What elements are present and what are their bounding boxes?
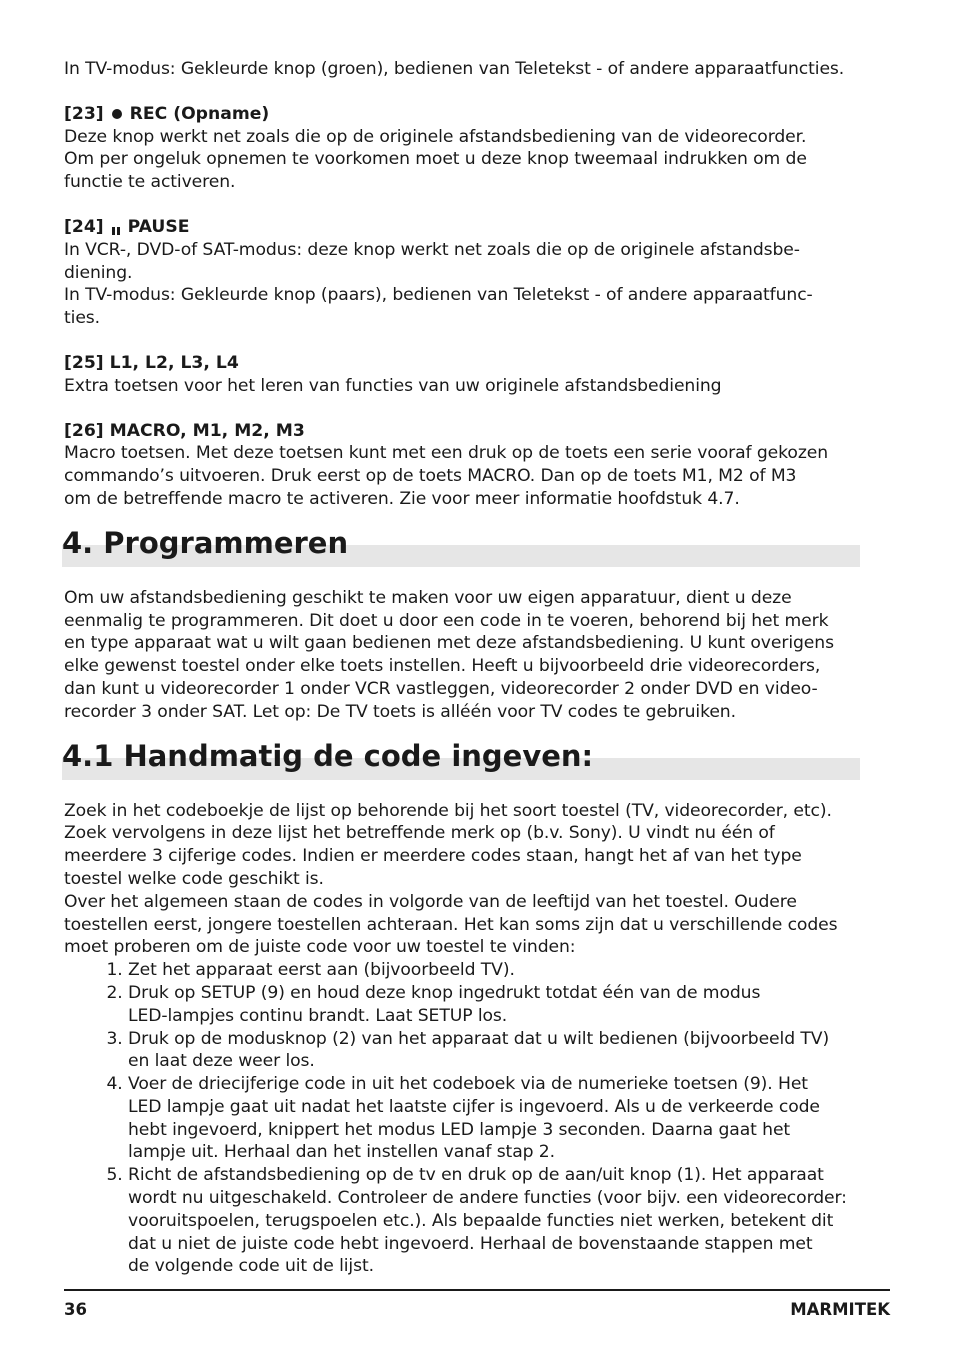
section-number: [24]	[64, 216, 104, 237]
paragraph-line: Om uw afstandsbediening geschikt te maken voor uw eigen apparatuur, dient u deze	[64, 587, 792, 608]
page-content	[64, 58, 864, 1278]
section-heading	[64, 103, 864, 126]
paragraph-line: moet proberen om de juiste code voor uw toestel te vinden:	[64, 937, 576, 958]
paragraph-line: en type apparaat wat u wilt gaan bedienen met deze afstandsbediening. U kunt overigens	[64, 633, 834, 654]
step-line: hebt ingevoerd, knippert het modus LED lampje 3 seconden. Daarna gaat het	[128, 1119, 791, 1140]
step-item	[128, 1028, 864, 1074]
paragraph-line: commando’s uitvoeren. Druk eerst op de toets MACRO. Dan op de toets M1, M2 of M3	[64, 466, 797, 487]
paragraph-line: Zoek vervolgens in deze lijst het betreffende merk op (b.v. Sony). U vindt nu één of	[64, 823, 775, 844]
section-heading: [26] MACRO, M1, M2, M3	[64, 420, 305, 441]
section-learn-keys	[64, 352, 864, 398]
paragraph-line: elke gewenst toestel onder elke toets instellen. Heeft u bijvoorbeeld drie videorecorders,	[64, 656, 821, 677]
paragraph-line: In TV-modus: Gekleurde knop (paars), bedienen van Teletekst - of andere apparaatfunc-	[64, 285, 813, 306]
page-number: 36	[64, 1300, 87, 1319]
footer-rule	[64, 1289, 890, 1291]
chapter-heading	[62, 736, 860, 786]
step-line: Zet het apparaat eerst aan (bijvoorbeeld TV).	[128, 960, 515, 981]
step-item	[128, 982, 864, 1028]
paragraph-line: meerdere 3 cijferige codes. Indien er meerdere codes staan, hangt het af van het type	[64, 846, 802, 867]
step-line: dat u niet de juiste code hebt ingevoerd. Herhaal de bovenstaande stappen met	[128, 1233, 813, 1254]
section-macro	[64, 420, 864, 511]
paragraph-line: dan kunt u videorecorder 1 onder VCR vastleggen, videorecorder 2 onder DVD en video-	[64, 678, 818, 699]
section-rec	[64, 103, 864, 194]
section-pause	[64, 216, 864, 330]
step-line: vooruitspoelen, terugspoelen etc.). Als bepaalde functies niet werken, betekent dit	[128, 1210, 834, 1231]
section-title: PAUSE	[127, 216, 190, 237]
paragraph-line: diening.	[64, 262, 133, 283]
step-line: LED lampje gaat uit nadat het laatste cijfer is ingevoerd. Als u de verkeerde code	[128, 1096, 820, 1117]
step-line: wordt nu uitgeschakeld. Controleer de andere functies (voor bijv. een videorecorder:	[128, 1188, 847, 1209]
step-item	[128, 959, 864, 982]
paragraph-line: Om per ongeluk opnemen te voorkomen moet u deze knop tweemaal indrukken om de	[64, 149, 807, 170]
chapter-4-1-body	[64, 800, 864, 1279]
paragraph-line: Extra toetsen voor het leren van functies van uw originele afstandsbediening	[64, 375, 722, 396]
step-item	[128, 1164, 864, 1278]
paragraph-line: eenmalig te programmeren. Dit doet u door een code in te voeren, behorend bij het merk	[64, 610, 829, 631]
step-line: Richt de afstandsbediening op de tv en druk op de aan/uit knop (1). Het apparaat	[128, 1165, 824, 1186]
step-line: en laat deze weer los.	[128, 1051, 315, 1072]
pause-icon	[112, 219, 120, 235]
step-line: Voer de driecijferige code in uit het codeboek via de numerieke toetsen (9). Het	[128, 1074, 808, 1095]
record-dot-icon	[112, 109, 122, 119]
step-line: LED-lampjes continu brandt. Laat SETUP los.	[128, 1005, 508, 1026]
paragraph-line: Macro toetsen. Met deze toetsen kunt met een druk op de toets een serie vooraf gekozen	[64, 443, 829, 464]
section-number: [23]	[64, 103, 104, 124]
paragraph-line: toestel welke code geschikt is.	[64, 868, 324, 889]
chapter-title: 4.1 Handmatig de code ingeven:	[62, 738, 594, 773]
section-title: REC (Opname)	[129, 103, 270, 124]
chapter-4-body	[64, 587, 864, 724]
section-heading	[64, 216, 864, 239]
chapter-title: 4. Programmeren	[62, 525, 349, 560]
paragraph-line: om de betreffende macro te activeren. Zie voor meer informatie hoofdstuk 4.7.	[64, 488, 740, 509]
paragraph-line: functie te activeren.	[64, 172, 236, 193]
paragraph-line: Zoek in het codeboekje de lijst op behorende bij het soort toestel (TV, videorecorder, etc).	[64, 800, 832, 821]
step-line: lampje uit. Herhaal dan het instellen vanaf stap 2.	[128, 1142, 555, 1163]
brand-name: MARMITEK	[790, 1300, 890, 1319]
step-line: Druk op SETUP (9) en houd deze knop ingedrukt totdat één van de modus	[128, 982, 761, 1003]
paragraph-line: Deze knop werkt net zoals die op de originele afstandsbediening van de videorecorder.	[64, 126, 807, 147]
paragraph-line: In VCR-, DVD-of SAT-modus: deze knop werkt net zoals die op de originele afstandsbe-	[64, 239, 800, 260]
section-heading: [25] L1, L2, L3, L4	[64, 352, 239, 373]
paragraph-line: toestellen eerst, jongere toestellen achteraan. Het kan soms zijn dat u verschillende codes	[64, 914, 838, 935]
steps-list	[64, 959, 864, 1278]
step-line: Druk op de modusknop (2) van het apparaat dat u wilt bedienen (bijvoorbeeld TV)	[128, 1028, 830, 1049]
paragraph-line: Over het algemeen staan de codes in volgorde van de leeftijd van het toestel. Oudere	[64, 891, 797, 912]
step-line: de volgende code uit de lijst.	[128, 1256, 374, 1277]
paragraph-line: recorder 3 onder SAT. Let op: De TV toets is alléén voor TV codes te gebruiken.	[64, 701, 736, 722]
intro-line: In TV-modus: Gekleurde knop (groen), bedienen van Teletekst - of andere apparaatfuncties.	[64, 59, 845, 79]
chapter-heading	[62, 523, 860, 573]
step-item	[128, 1073, 864, 1164]
paragraph-line: ties.	[64, 308, 101, 329]
